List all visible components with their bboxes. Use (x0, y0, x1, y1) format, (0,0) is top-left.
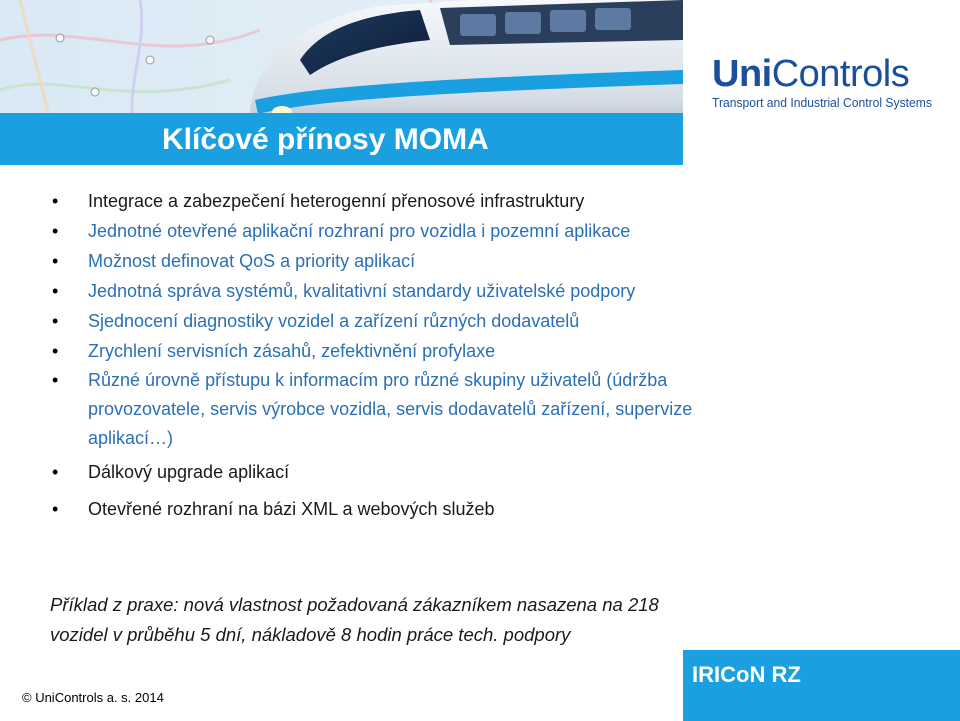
list-item: • Sjednocení diagnostiky vozidel a zařízení různých dodavatelů (48, 306, 788, 336)
copyright-text: © UniControls a. s. 2014 (22, 690, 164, 705)
footer-bar (683, 650, 960, 721)
logo-brand-part2: Controls (771, 53, 910, 95)
footer-label: IRICoN RZ (692, 662, 801, 687)
list-item: • Integrace a zabezpečení heterogenní přenosové infrastruktury (48, 186, 788, 216)
list-item: • Zrychlení servisních zásahů, zefektivnění profylaxe (48, 336, 788, 366)
practice-example (50, 590, 810, 650)
list-item: • Otevřené rozhraní na bázi XML a webových služeb (48, 494, 788, 524)
list-item: • Jednotná správa systémů, kvalitativní standardy uživatelské podpory (48, 276, 788, 306)
example-line-2: vozidel v průběhu 5 dní, nákladově 8 hodin práce tech. podpory (50, 624, 571, 645)
list-item: • Dálkový upgrade aplikací (48, 457, 788, 487)
title-bar (0, 113, 683, 165)
benefits-list (48, 186, 788, 524)
list-item: • Jednotné otevřené aplikační rozhraní pro vozidla i pozemní aplikace (48, 216, 788, 246)
logo-tagline: Transport and Industrial Control Systems (712, 96, 932, 110)
list-item: • Různé úrovně přístupu k informacím pro různé skupiny uživatelů (údržba provozovatele, servis výrobce vozidla, servis dodavatelů zařízení, supervize aplikací…) (48, 366, 788, 453)
example-line-1: Příklad z praxe: nová vlastnost požadovaná zákazníkem nasazena na 218 (50, 594, 659, 615)
list-item: • Možnost definovat QoS a priority aplikací (48, 246, 788, 276)
logo-wordmark (712, 52, 942, 96)
slide-title: Klíčové přínosy MOMA (162, 123, 489, 156)
unicontrols-logo (712, 52, 942, 122)
logo-brand-part1: Uni (712, 53, 772, 95)
